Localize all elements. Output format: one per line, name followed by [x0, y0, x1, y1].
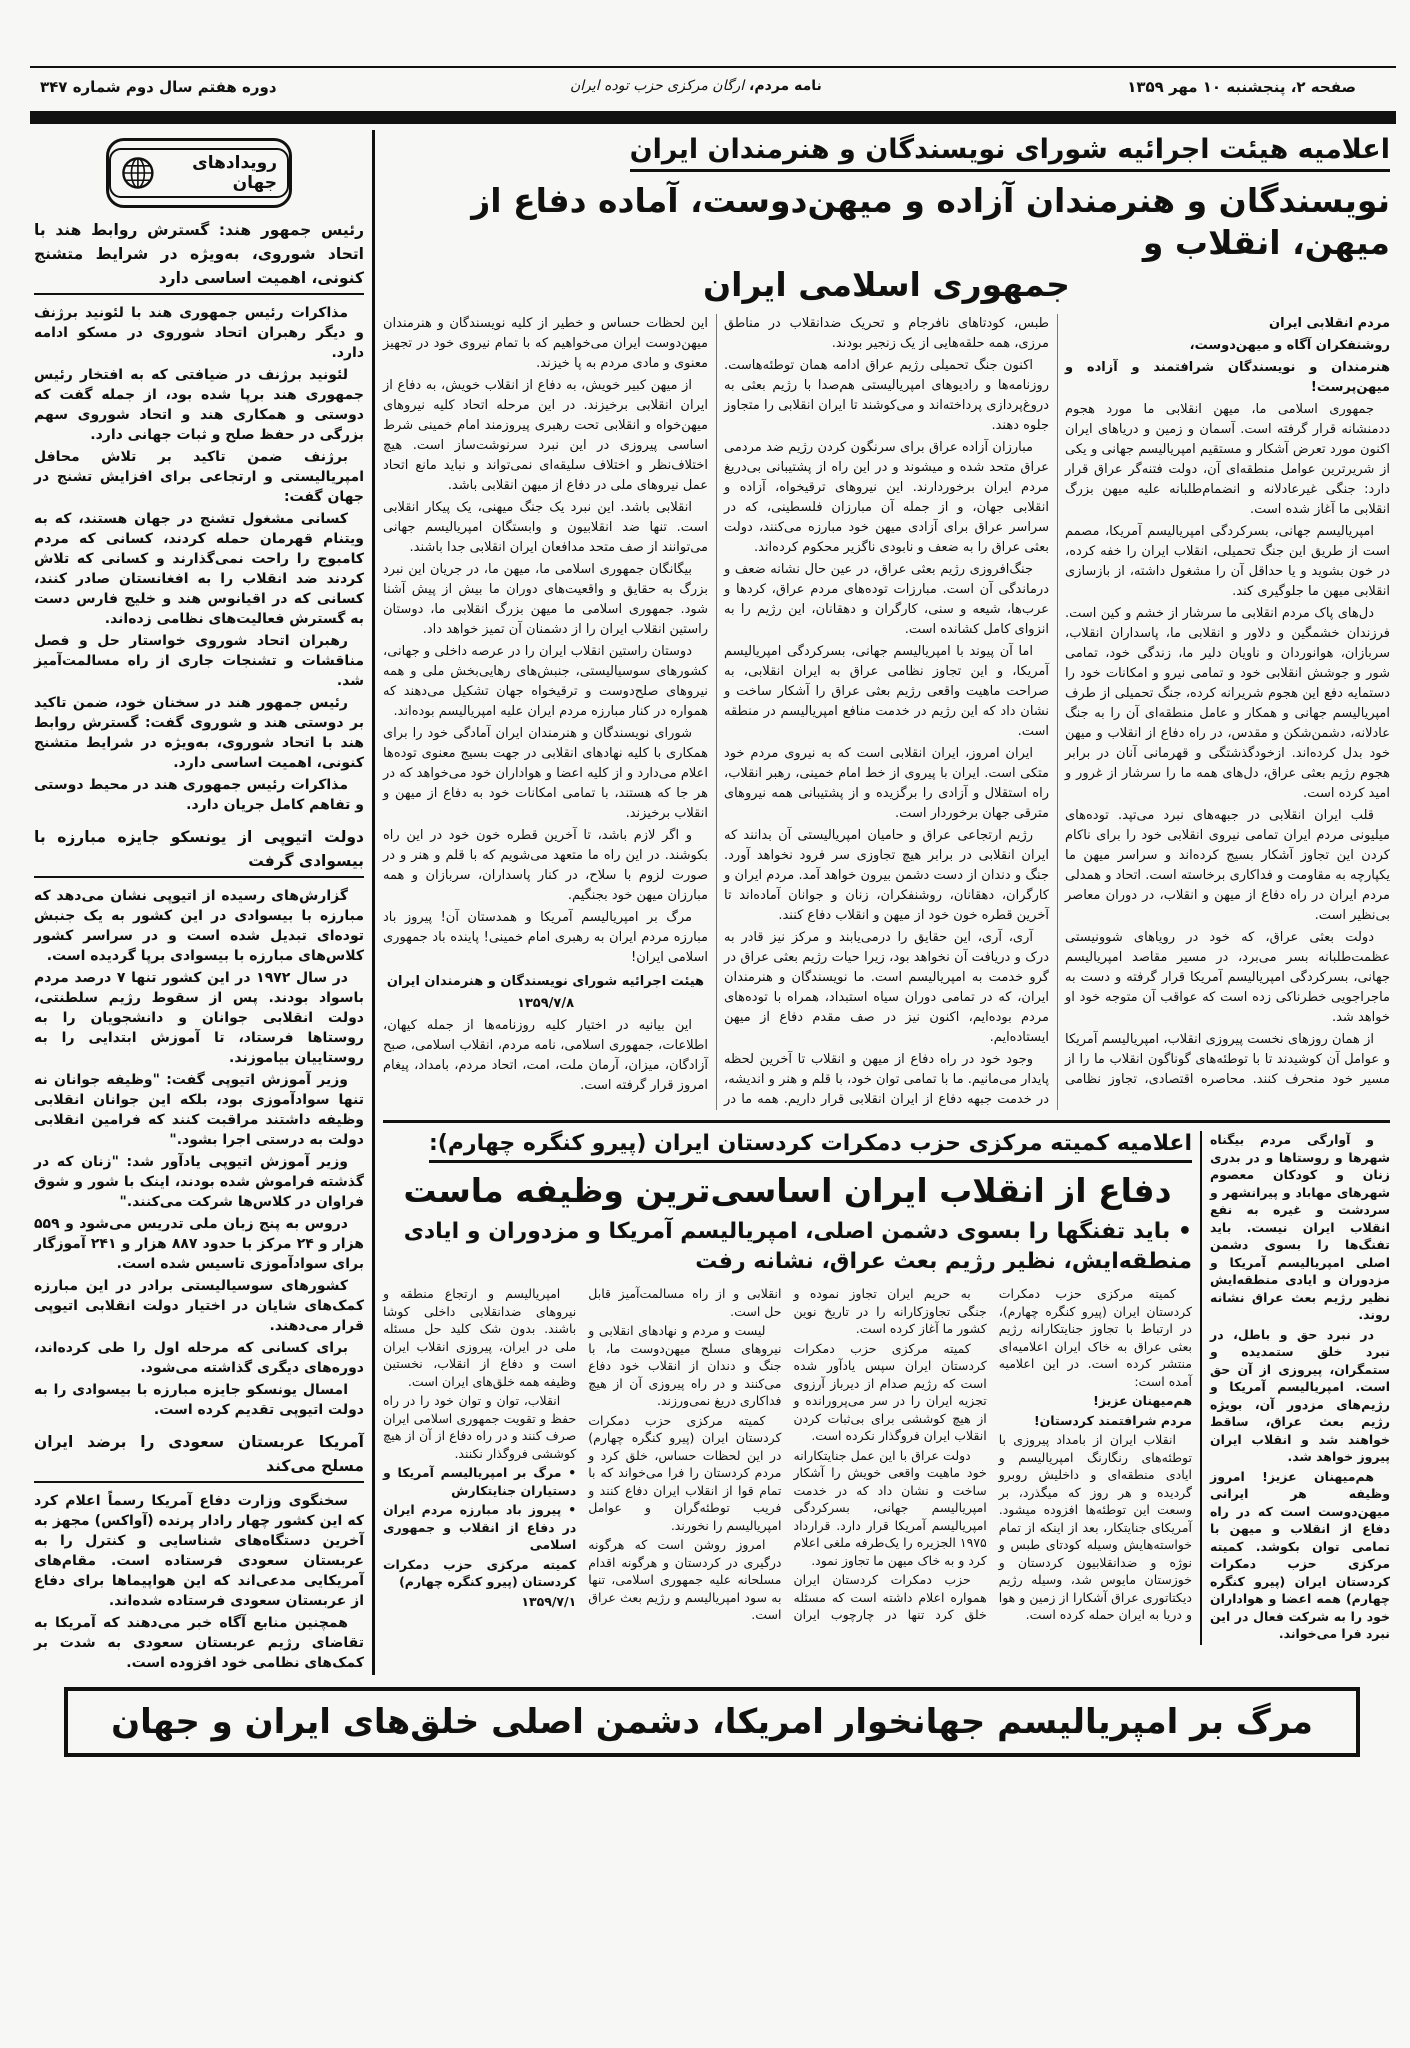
bottom-article	[383, 1131, 1192, 1645]
paragraph: قلب ایران انقلابی در جبهه‌های نبرد می‌تپد. توده‌های میلیونی مردم ایران تمامی نیروی انقلابی خود را برای ناکام کردن این تجاوز آشکار بسیج کرده‌اند و سراسر میهن ما یکپارچه به مقاومت و فداکاری برخاسته است. اتحاد و همدلی مردم ایران در راه دفاع از میهن و انقلاب، در دوران معاصر بی‌نظیر است.	[1065, 808, 1390, 923]
story-paragraph: مذاکرات رئیس جمهوری هند با لئونید برژنف و دیگر رهبران اتحاد شوروی در مسکو ادامه دارد.	[34, 305, 364, 361]
sidebar-news	[34, 130, 364, 1675]
paragraph: لیست و مردم و نهادهای انقلابی و نیروهای مسلح میهن‌دوست ما، با جنگ و دندان از انقلاب خود دفاع می‌کنند و در راه پیروزی آن از هیچ فداکاری دریغ نمی‌ورزند.	[588, 1323, 782, 1408]
paragraph: هم‌میهنان عزیز! امروز وظیفه هر ایرانی میهن‌دوست است که در راه دفاع از انقلاب و میهن با تمامی توان بکوشد. کمیته مرکزی حزب دمکرات کردستان ایران (پیرو کنگره چهارم) همه اعضا و هواداران خود را به شرکت فعال در این نبرد فرا می‌خواند.	[1210, 1468, 1390, 1641]
story-headline: آمریکا عربستان سعودی را برضد ایران مسلح می‌کند	[34, 1430, 364, 1483]
column-divider	[1200, 1131, 1202, 1645]
paragraph: حزب دمکرات کردستان ایران همواره اعلام داشته است که مسئله خلق کرد تنها در چارچوب ایران انقلابی و از راه مسالمت‌آمیز قابل حل است.	[588, 1286, 987, 1622]
bottom-article-subhead-line1: • باید تفنگها را بسوی دشمن اصلی، امپریالیسم آمریکا و مزدوران و ایادی	[403, 1219, 1192, 1244]
main-content	[383, 130, 1390, 1675]
top-article-kicker: اعلامیه هیئت اجرائیه شورای نویسندگان و هنرمندان ایران	[630, 134, 1390, 172]
bottom-article-kicker: اعلامیه کمیته مرکزی حزب دمکرات کردستان ایران (پیرو کنگره چهارم):	[429, 1131, 1192, 1163]
signature: کمیته مرکزی حزب دمکرات کردستان (پیرو کنگره چهارم)	[383, 1556, 577, 1589]
bottom-article-headline: دفاع از انقلاب ایران اساسی‌ترین وظیفه ماست	[403, 1171, 1172, 1210]
masthead-bar	[30, 111, 1396, 124]
paragraph: روشنفکران آگاه و میهن‌دوست،	[1189, 338, 1390, 353]
top-article-headline-line2: جمهوری اسلامی ایران	[703, 265, 1070, 304]
issue-info: دوره هفتم سال دوم شماره ۳۴۷	[40, 78, 277, 96]
paragraph: دولت عراق با این عمل جنایتکارانه خود ماهیت واقعی خویش را آشکار ساخت و نشان داد که در خدمت امپریالیسم جهانی، بسرکردگی امپریالیسم آمریکا قرار دارد. قرارداد ۱۹۷۵ الجزیره را یک‌طرفه ملغی اعلام کرد و به خاک میهن ما تجاوز نمود.	[793, 1447, 987, 1568]
page-date: صفحه ۲، پنجشنبه ۱۰ مهر ۱۳۵۹	[1127, 78, 1356, 96]
paper-title: نامه مردم، ارگان مرکزی حزب توده ایران	[570, 78, 822, 94]
slogan: • پیروز باد مبارزه مردم ایران در دفاع از انقلاب و جمهوری اسلامی	[383, 1502, 577, 1552]
sidebar-story	[34, 825, 364, 1420]
story-paragraph: مذاکرات رئیس جمهوری هند در محیط دوستی و تفاهم کامل جریان دارد.	[34, 777, 364, 813]
slogan: • مرگ بر امپریالیسم آمریکا و دستیاران جنایتکارش	[383, 1465, 577, 1498]
paragraph: آری، آری، این حقایق را درمی‌یابند و مرکز نیز قادر به درک و دریافت آن نخواهد بود، زیرا حیات رژیم بعثی عراق در گرو خدمت به امپریالیسم است. ما نویسندگان و هنرمندان ایران، که در تمامی دوران سیاه استبداد، همراه با توده‌های مردم بوده‌ایم، اکنون نیز در صف مقدم دفاع از میهن ایستاده‌ایم.	[724, 930, 1049, 1045]
paragraph: شورای نویسندگان و هنرمندان ایران آمادگی خود را برای همکاری با کلیه نهادهای انقلابی در جهت بسیج معنوی توده‌ها اعلام می‌دارد و از کلیه اعضا و هواداران خود می‌خواهد که در هر جا که هستند، با تمامی امکانات خود به دفاع از میهن و انقلاب برخیزند.	[383, 726, 708, 821]
paper-subtitle: ارگان مرکزی حزب توده ایران	[570, 78, 745, 94]
footer-slogan: مرگ بر امپریالیسم جهانخوار امریکا، دشمن اصلی خلق‌های ایران و جهان	[111, 1702, 1313, 1742]
paragraph: جنگ‌افروزی رژیم بعثی عراق، در عین حال نشانه ضعف و درماندگی آن است. مبارزات توده‌های مردم عراق، کردها و عرب‌ها، شیعه و سنی، کارگران و دهقانان، این رژیم را به انزوای کامل کشانده است.	[724, 562, 1049, 637]
paragraph: امپریالیسم و ارتجاع منطقه و نیروهای ضدانقلابی داخلی کوشا باشند. بدون شک کلید حل مسئله ملی در ایران، پیروزی انقلاب ایران است و دفاع از انقلاب، نخستین وظیفه همه خلق‌های ایران است.	[383, 1286, 577, 1389]
paragraph: مرگ بر امپریالیسم آمریکا و همدستان آن! پیروز باد مبارزه مردم ایران به رهبری امام خمینی! پاینده باد جمهوری اسلامی ایران!	[383, 910, 708, 965]
paragraph: اکنون جنگ تحمیلی رژیم عراق ادامه همان توطئه‌هاست. روزنامه‌ها و رادیوهای امپریالیستی هم‌صدا با رژیم بعثی به دروغ‌پردازی پرداخته‌اند و می‌کوشند تا ایران انقلابی را متجاوز جلوه دهند.	[724, 358, 1049, 433]
story-paragraph: برای کسانی که مرحله اول را طی کرده‌اند، دوره‌های دیگری گذاشته می‌شود.	[34, 1340, 364, 1376]
signature-date: ۱۳۵۹/۷/۸	[516, 996, 575, 1011]
bottom-article-kicker-wrap	[383, 1131, 1192, 1163]
paragraph: رژیم ارتجاعی عراق و حامیان امپریالیستی آن بدانند که ایران انقلابی در برابر هیچ تجاوزی سر فرود نخواهد آورد. جنگ و دندان از دست دشمن بیرون خواهد آمد. مردم ایران و کارگران، دهقانان، روشنفکران، زنان و جوانان آماده‌اند تا آخرین قطره خون خود از میهن و انقلاب دفاع کنند.	[724, 828, 1049, 923]
paragraph: بیگانگان جمهوری اسلامی ما، میهن ما، در جریان این نبرد بزرگ به حقایق و واقعیت‌های دوران ما بیش از پیش آشنا شود. جمهوری اسلامی ما میهن بزرگ انقلابی ما، دوستان راستین انقلاب ایران را از دشمنان آن تمیز خواهد داد.	[383, 562, 708, 637]
story-paragraph: وزیر آموزش اتیوپی گفت: "وظیفه جوانان نه تنها سوادآموزی بود، بلکه این جوانان انقلابی وظیفه داشتند مراقبت کنند که فرامین انقلابی دولت به درستی اجرا بشود."	[34, 1072, 364, 1148]
footer-slogan-banner	[64, 1687, 1360, 1757]
sidebar-story	[34, 218, 364, 815]
paragraph: به حریم ایران تجاوز نموده و جنگی تجاوزکارانه را در تاریخ نوین کشور ما آغاز کرده است.	[793, 1286, 987, 1336]
world-events-logo	[106, 138, 292, 208]
paragraph: و آوارگی مردم بیگناه شهرها و روستاها و در بدری زنان و کودکان معصوم شهرهای مهاباد و پیرانشهر و سردشت و غیره به نفع انقلاب ایران نیست. باید تفنگ‌ها را بسوی دشمن اصلی امپریالیسم آمریکا و مزدوران و ایادی منطقه‌ایش نظیر رژیم بعث عراق نشانه روند.	[1210, 1132, 1390, 1322]
bottom-article-column-left	[1210, 1131, 1390, 1645]
paragraph: مبارزان آزاده عراق برای سرنگون کردن رژیم ضد مردمی عراق متحد شده و میشوند و در این راه از پشتیبانی بی‌دریغ مردم ایران برخوردارند. این نیروهای ترقیخواه، آزاده و انقلابی جهان، و از جمله آن مبارزان فلسطینی، که در سراسر عراق برای آزادی میهن خود مبارزه می‌کنند، دولت بعثی عراق را به ضعف و نابودی ناگزیر محکوم کرده‌اند.	[724, 440, 1049, 555]
signature-date: ۱۳۵۹/۷/۱	[521, 1593, 577, 1609]
signature: هیئت اجرائیه شورای نویسندگان و هنرمندان ایران	[386, 974, 705, 989]
story-paragraph: گزارش‌های رسیده از اتیوپی نشان می‌دهد که مبارزه با بیسوادی در این کشور به یک جنبش توده‌ای تبدیل شده است و در سراسر کشور کلاس‌های مبارزه با بیسوادی برپا گردیده است.	[34, 888, 364, 964]
paragraph: از همان روزهای نخست پیروزی انقلاب، امپریالیسم آمریکا و عوامل آن کوشیدند تا با توطئه‌های گوناگون انقلاب ما را از مسیر خود منحرف کنند. محاصره اقتصادی، تجاوز نظامی طبس، کودتاهای نافرجام و تحریک ضدانقلاب در مناطق مرزی، همه حلقه‌هایی از یک زنجیر بودند.	[724, 316, 1390, 1087]
paragraph: انقلاب ایران از بامداد پیروزی با توطئه‌های رنگارنگ امپریالیسم و ایادی منطقه‌ای و داخلیش روبرو گردیده و هر روز که میگذرد، بر وسعت این توطئه‌ها افزوده میشود. آمریکای جنایتکار، بعد از اینکه از تمام خواسته‌هایش وسیله کودتای طبس و نوژه و ضدانقلابیون کردستان و خوزستان مایوس شد، وسیله رژیم دیکتاتوری عراق آشکارا از زمین و هوا و دریا به ایران حمله کرده است.	[998, 1432, 1192, 1622]
paragraph: کمیته مرکزی حزب دمکرات کردستان ایران سپس یادآور شده است که رژیم صدام از دیرباز آرزوی تجزیه ایران را در سر می‌پرورانده و از هیچ کوششی برای بی‌ثبات کردن انقلاب ایران فروگذار نکرده است.	[793, 1340, 987, 1443]
bottom-article-area	[383, 1131, 1390, 1645]
section-divider	[383, 1120, 1390, 1123]
story-paragraph: امسال یونسکو جایزه مبارزه با بیسوادی را به دولت اتیوپی تقدیم کرده است.	[34, 1382, 364, 1418]
paragraph: امپریالیسم جهانی، بسرکردگی امپریالیسم آمریکا، مصمم است از طریق این جنگ تحمیلی، انقلاب ایران را خفه کرده، در خون بشوید و یا حداقل آن را مشغول داشته، از بازسازی انقلابی میهن ما جلوگیری کند.	[1065, 524, 1390, 599]
story-paragraph: سخنگوی وزارت دفاع آمریکا رسماً اعلام کرد که این کشور چهار رادار پرنده (آواکس) مجهز به آخرین دستگاه‌های شناسایی و کنترل را به عربستان سعودی فرستاده است. مقام‌های آمریکایی مدعی‌اند که این هواپیماها برای دفاع از عربستان سعودی فرستاده شده‌اند.	[34, 1493, 364, 1609]
story-headline: دولت اتیوپی از یونسکو جایزه مبارزه با بیسوادی گرفت	[34, 825, 364, 878]
story-paragraph: دروس به پنج زبان ملی تدریس می‌شود و ۵۵۹ هزار و ۲۴ مرکز با حدود ۸۸۷ هزار و ۲۴۱ آموزگار برای سوادآموزی تاسیس شده است.	[34, 1216, 364, 1272]
paragraph: هنرمندان و نویسندگان شرافتمند و آزاده و میهن‌پرست!	[1065, 360, 1390, 395]
story-paragraph: وزیر آموزش اتیوپی یادآور شد: "زنان که در گذشته فراموش شده بودند، اینک با شور و شوق فراوان در کلاس‌ها شرکت می‌کنند."	[34, 1154, 364, 1210]
top-article-headline	[383, 180, 1390, 306]
paragraph: کمیته مرکزی حزب دمکرات کردستان ایران (پیرو کنگره چهارم)، در ارتباط با تجاوز جنایتکارانه رژیم بعثی عراق به خاک ایران اعلامیه‌ای منتشر کرده است. در این اعلامیه آمده است:	[998, 1286, 1192, 1389]
story-paragraph: در سال ۱۹۷۲ در این کشور تنها ۷ درصد مردم باسواد بودند. پس از سقوط رژیم سلطنتی، دولت انقلابی جوانان و دانشجویان را به روستاها فرستاد، تا آموزش ابتدایی را به روستاییان بیاموزند.	[34, 970, 364, 1066]
column-divider	[372, 130, 375, 1675]
globe-icon	[121, 153, 155, 193]
paragraph: دل‌های پاک مردم انقلابی ما سرشار از خشم و کین است. فرزندان خشمگین و دلاور و انقلابی ما، پاسداران انقلاب، سربازان، هوانوردان و ناویان دلیر ما، زندگی خود، تمامی شور و جوشش انقلابی خود و تمامی نیرو و امکانات خود را دستمایه دفع این هجوم شریرانه کرده، جنگ تحمیلی از طرف امپریالیسم جهانی و همکار و عامل منطقه‌ای آن را به جنگ عادلانه، دشمن‌شکن و مقدس، در راه دفاع از انقلاب و میهن خود بدل کرده‌اند. ازخودگذشتگی و قهرمانی آنان در برابر هجوم رژیم بعثی عراق، دل‌های همه ما را سرشار از غرور و امید کرده است.	[1065, 606, 1390, 801]
story-paragraph: رهبران اتحاد شوروی خواستار حل و فصل مناقشات و تشنجات جاری از راه مسالمت‌آمیز شد.	[34, 633, 364, 689]
salutation: مردم شرافتمند کردستان!	[1033, 1412, 1192, 1428]
paragraph: انقلاب، توان و توان خود را در راه حفظ و تقویت جمهوری اسلامی ایران صرف کنند و در راه دفاع از آن از هیچ کوششی فروگذار نکنند.	[383, 1393, 577, 1461]
top-article	[383, 130, 1390, 1110]
story-paragraph: همچنین منابع آگاه خبر می‌دهند که آمریکا به تقاضای رژیم عربستان سعودی به شدت بر کمک‌های نظامی خود افزوده است.	[34, 1615, 364, 1671]
story-headline: رئیس جمهور هند: گسترش روابط هند با اتحاد شوروی، به‌ویژه در شرایط متشنج کنونی، اهمیت اساسی دارد	[34, 218, 364, 295]
paper-name: نامه مردم	[754, 78, 822, 94]
paragraph: اما آن پیوند با امپریالیسم جهانی، بسرکردگی امپریالیسم آمریکا، و این تجاوز نظامی عراق به ایران انقلابی، به صراحت ماهیت واقعی رژیم بعثی عراق را آشکار ساخت و نشان داد که این رژیم در خدمت منافع امپریالیسم در منطقه است.	[724, 644, 1049, 739]
logo-text: رویدادهای جهان	[192, 153, 277, 193]
paragraph: دوستان راستین انقلاب ایران را در عرصه داخلی و جهانی، کشورهای سوسیالیستی، جنبش‌های رهایی‌بخش ملی و همه نیروهای صلح‌دوست و ترقیخواه جهان تشکیل می‌دهند که همواره در کنار مبارزه مردم ایران علیه امپریالیسم بوده‌اند.	[383, 644, 708, 719]
paragraph: و اگر لازم باشد، تا آخرین قطره خون خود در این راه بکوشند. در این راه ما متعهد می‌شویم که با قلم و هنر و در صورت لزوم با سلاح، در کنار پاسداران، سربازان و همه مبارزان میهن خود بجنگیم.	[383, 828, 708, 903]
sidebar-story	[34, 1430, 364, 1673]
bottom-article-subhead	[383, 1217, 1192, 1277]
story-paragraph: کسانی مشغول تشنج در جهان هستند، که به ویتنام قهرمان حمله کردند، کسانی که مردم کامبوج را راحت نمی‌گذارند و کسانی که تلاش کردند ضد انقلاب را به افغانستان صادر کنند، کسانی که در اقیانوس هند و خلیج فارس دست به گسترش فعالیت‌های نظامی زده‌اند.	[34, 511, 364, 627]
page-body	[34, 130, 1390, 1757]
top-article-kicker-wrap	[383, 134, 1390, 172]
top-article-headline-line1: نویسندگان و هنرمندان آزاده و میهن‌دوست، آماده دفاع از میهن، انقلاب و	[471, 181, 1390, 262]
story-paragraph: برژنف ضمن تاکید بر تلاش محافل امپریالیستی و ارتجاعی برای افزایش تشنج در جهان گفت:	[34, 449, 364, 505]
paragraph: دولت بعثی عراق، که خود در رویاهای شوونیستی عظمت‌طلبانه بسر می‌برد، در مسیر مقاصد امپریالیسم جهانی، بسرکردگی امپریالیسم آمریکا قرار گرفته و دست به ماجراجویی خطرناکی زده است که عواقب آن متوجه خود او خواهد شد.	[1065, 930, 1390, 1025]
salutation: هم‌میهنان عزیز!	[1093, 1393, 1192, 1408]
distribution-note: این بیانیه در اختیار کلیه روزنامه‌ها از جمله کیهان، اطلاعات، جمهوری اسلامی، نامه مردم، انقلاب اسلامی، صبح آزادگان، میزان، آرمان ملت، امت، اتحاد مردم، بامداد، پیغام امروز قرار گرفته است.	[383, 1018, 708, 1093]
paragraph: وجود خود در راه دفاع از میهن و انقلاب تا آخرین لحظه پایدار می‌مانیم. ما با تمامی توان خود، با قلم و هنر و اندیشه، در خدمت جبهه دفاع از ایران انقلابی قرار داریم. همه ما در این لحظات حساس و خطیر از کلیه نویسندگان و هنرمندان میهن‌دوست ایران می‌خواهیم که با تمام نیروی خود در تجهیز معنوی و مادی مردم به پا خیزند.	[383, 316, 1049, 1107]
paragraph: کمیته مرکزی حزب دمکرات کردستان ایران (پیرو کنگره چهارم) در این لحظات حساس، خلق کرد و مردم کردستان را فرا می‌خواند که با تمام قوا از انقلاب ایران دفاع کنند و فریب توطئه‌گران و عوامل امپریالیسم را نخورند.	[588, 1412, 782, 1533]
masthead	[30, 66, 1396, 124]
paragraph: جمهوری اسلامی ما، میهن انقلابی ما مورد هجوم ددمنشانه قرار گرفته است. آسمان و زمین و دریاهای ایران اکنون مورد تعرض آشکار و مستقیم امپریالیسم جهانی و یکی از شریرترین عوامل منطقه‌ای آن، دولت فتنه‌گر عراق قرار دارد: جنگی غیرعادلانه و انضمام‌طلبانه علیه میهن بزرگ انقلابی ما آغاز شده است.	[1065, 402, 1390, 517]
story-paragraph: کشورهای سوسیالیستی برادر در این مبارزه کمک‌های شایان در اختیار دولت انقلابی اتیوپی قرار می‌دهند.	[34, 1278, 364, 1334]
story-paragraph: لئونید برژنف در ضیافتی که به افتخار رئیس جمهوری هند برپا شده بود، از جمله گفت که دوستی و همکاری هند و اتحاد شوروی سهم بزرگی در حفظ صلح و ثبات جهانی دارد.	[34, 367, 364, 443]
paragraph: در نبرد حق و باطل، در نبرد خلق ستمدیده و ستمگران، پیروزی از آن حق است. امپریالیسم آمریکا و رژیم‌های مزدور آن، بویژه رژیم بعث عراق، ساقط خواهند شد و انقلاب ایران پیروز خواهد شد.	[1210, 1326, 1390, 1464]
bottom-article-subhead-line2: منطقه‌ایش، نظیر رژیم بعث عراق، نشانه رفت	[695, 1249, 1192, 1274]
paragraph: ایران امروز، ایران انقلابی است که به نیروی مردم خود متکی است. ایران با پیروی از خط امام خمینی، رهبر انقلاب، راه استقلال و آزادی را برگزیده و از پشتیبانی همه نیروهای مترقی جهان برخوردار است.	[724, 746, 1049, 821]
paragraph: انقلابی باشد. این نبرد یک جنگ میهنی، یک پیکار انقلابی است. تنها ضد انقلابیون و وابستگان امپریالیسم جهانی می‌توانند از صف متحد مدافعان ایران انقلابی جدا باشند.	[383, 500, 708, 555]
paragraph: امروز روشن است که هرگونه درگیری در کردستان و هرگونه اقدام مسلحانه علیه جمهوری اسلامی، تنها به سود امپریالیسم و رژیم بعث عراق است.	[588, 1537, 782, 1622]
bottom-article-body	[383, 1285, 1192, 1624]
paragraph: از میهن کبیر خویش، به دفاع از انقلاب خویش، به دفاع از ایران انقلابی برخیزند. در این مرحله اتحاد کلیه نیروهای میهن‌خواه و انقلابی تحت رهبری پیروزمند امام خمینی شرط اساسی پیروزی در این نبرد سرنوشت‌ساز است. هیچ اختلاف‌نظر و اختلاف سلیقه‌ای نمی‌تواند و نباید مانع اتحاد عمل نیروهای ملی در دفاع از میهن انقلابی باشد.	[383, 378, 708, 493]
paragraph: مردم انقلابی ایران	[1269, 316, 1390, 331]
top-article-body	[383, 314, 1390, 1110]
story-paragraph: رئیس جمهور هند در سخنان خود، ضمن تاکید بر دوستی هند و شوروی گفت: گسترش روابط هند با اتحاد شوروی، به‌ویژه در شرایط متشنج کنونی، اهمیت اساسی دارد.	[34, 695, 364, 771]
